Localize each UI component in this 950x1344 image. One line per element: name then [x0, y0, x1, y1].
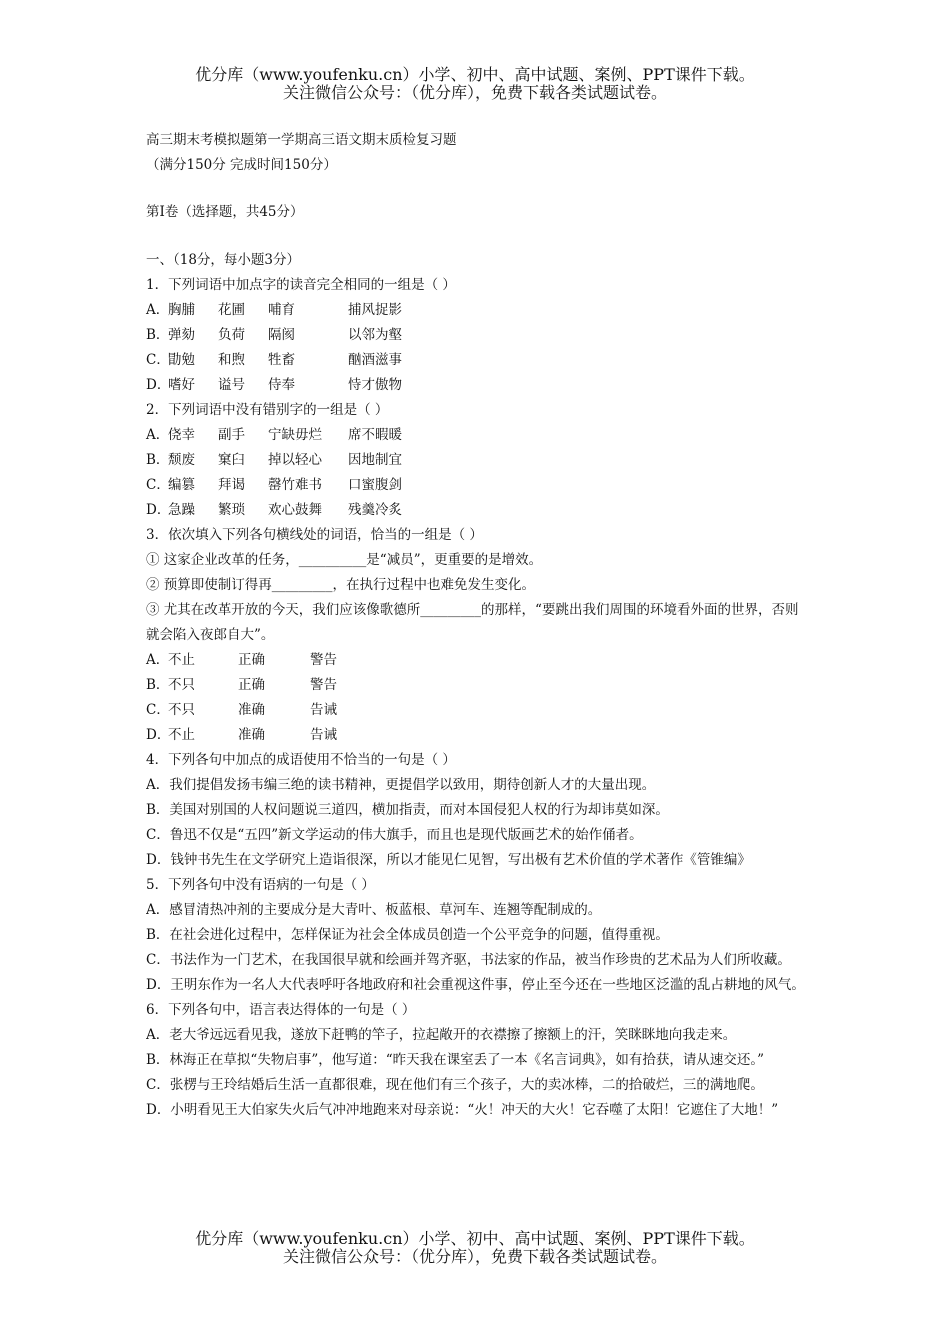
banner-line-1: 优分库（www.youfenku.cn）小学、初中、高中试题、案例、PPT课件下载。	[195, 65, 755, 84]
q5-option-a: A．感冒清热冲剂的主要成分是大青叶、板蓝根、草河车、连翘等配制成的。	[146, 902, 602, 918]
banner-line-2: 关注微信公众号：（优分库），免费下载各类试题试卷。	[282, 83, 667, 102]
q3-sentence-2: ② 预算即使制订得再_________，在执行过程中也难免发生变化。	[146, 577, 536, 593]
question-3-stem: 3．依次填入下列各句横线处的词语，恰当的一组是（ ）	[146, 527, 483, 543]
q3-sentence-1: ① 这家企业改革的任务，__________是“减员”，更重要的是增效。	[146, 552, 543, 568]
q4-option-a: A．我们提倡发扬韦编三绝的读书精神，更提倡学以致用，期待创新人才的大量出现。	[146, 777, 656, 793]
q6-option-d: D．小明看见王大伯家失火后气冲冲地跑来对母亲说：“火！冲天的大火！它吞噬了太阳！它遮住了大地！”	[146, 1102, 779, 1118]
footer-banner	[0, 1230, 950, 1266]
q6-option-a: A．老大爷远远看见我，遂放下赶鸭的竿子，拉起敞开的衣襟擦了擦额上的汗，笑眯眯地向我走来。	[146, 1027, 737, 1043]
q3-sentence-3: ③ 尤其在改革开放的今天，我们应该像歌德所_________的那样，“要跳出我们周围的环境看外面的世界，否则就会陷入夜郎自大”。	[146, 602, 799, 643]
q5-option-c: C．书法作为一门艺术，在我国很早就和绘画并驾齐驱，书法家的作品，被当作珍贵的艺术品为人们所收藏。	[146, 952, 791, 968]
q4-option-d: D．钱钟书先生在文学研究上造诣很深，所以才能见仁见智，写出极有艺术价值的学术著作《管锥编》	[146, 852, 751, 868]
q6-option-c: C．张楞与王玲结婚后生活一直都很难，现在他们有三个孩子，大的卖冰棒，二的拾破烂，三的满地爬。	[146, 1077, 764, 1093]
q1-option-a: A． 胸脯 花圃 哺育 捕风捉影	[146, 302, 402, 318]
footer-line-1: 优分库（www.youfenku.cn）小学、初中、高中试题、案例、PPT课件下载。	[195, 1229, 755, 1248]
footer-line-2: 关注微信公众号：（优分库），免费下载各类试题试卷。	[282, 1247, 667, 1266]
part-heading: 第Ⅰ卷（选择题，共45分）	[146, 204, 304, 220]
q4-option-b: B．美国对别国的人权问题说三道四，横加指责，而对本国侵犯人权的行为却讳莫如深。	[146, 802, 669, 818]
q2-option-b: B． 颓废 窠臼 掉以轻心 因地制宜	[146, 452, 402, 468]
header-banner	[0, 66, 950, 102]
q6-option-b: B．林海正在草拟“失物启事”，他写道：“昨天我在课室丢了一本《名言词典》，如有拾获，请从速交还。”	[146, 1052, 765, 1068]
q3-option-b: B． 不只 正确 警告	[146, 677, 337, 693]
q4-option-c: C．鲁迅不仅是“五四”新文学运动的伟大旗手，而且也是现代版画艺术的始作俑者。	[146, 827, 643, 843]
question-6-stem: 6．下列各句中，语言表达得体的一句是（ ）	[146, 1002, 416, 1018]
q5-option-b: B．在社会进化过程中，怎样保证为社会全体成员创造一个公平竞争的问题，值得重视。	[146, 927, 669, 943]
exam-title: 高三期末考模拟题第一学期高三语文期末质检复习题	[146, 132, 457, 148]
q3-option-c: C． 不只 准确 告诫	[146, 702, 337, 718]
section-heading: 一、（18分，每小题3分）	[146, 252, 301, 268]
q2-option-c: C． 编篡 拜谒 罄竹难书 口蜜腹剑	[146, 477, 402, 493]
q3-option-d: D． 不止 准确 告诫	[146, 727, 337, 743]
q5-option-d: D．王明东作为一名人大代表呼吁各地政府和社会重视这件事，停止至今还在一些地区泛滥的乱占耕地的风气。	[146, 977, 805, 993]
q2-option-d: D． 急躁 繁琐 欢心鼓舞 残羹冷炙	[146, 502, 402, 518]
q3-option-a: A． 不止 正确 警告	[146, 652, 337, 668]
q1-option-d: D． 嗜好 谥号 侍奉 恃才傲物	[146, 377, 402, 393]
exam-content	[146, 128, 810, 1123]
q2-option-a: A． 侥幸 副手 宁缺毋烂 席不暇暖	[146, 427, 402, 443]
q1-option-c: C． 勖勉 和煦 牲畜 酗酒滋事	[146, 352, 402, 368]
question-2-stem: 2．下列词语中没有错别字的一组是（ ）	[146, 402, 389, 418]
question-1-stem: 1．下列词语中加点字的读音完全相同的一组是（ ）	[146, 277, 456, 293]
question-4-stem: 4．下列各句中加点的成语使用不恰当的一句是（ ）	[146, 752, 456, 768]
q1-option-b: B． 弹劾 负荷 隔阂 以邻为壑	[146, 327, 402, 343]
exam-meta: （满分150分 完成时间150分）	[146, 157, 337, 173]
question-5-stem: 5．下列各句中没有语病的一句是（ ）	[146, 877, 375, 893]
